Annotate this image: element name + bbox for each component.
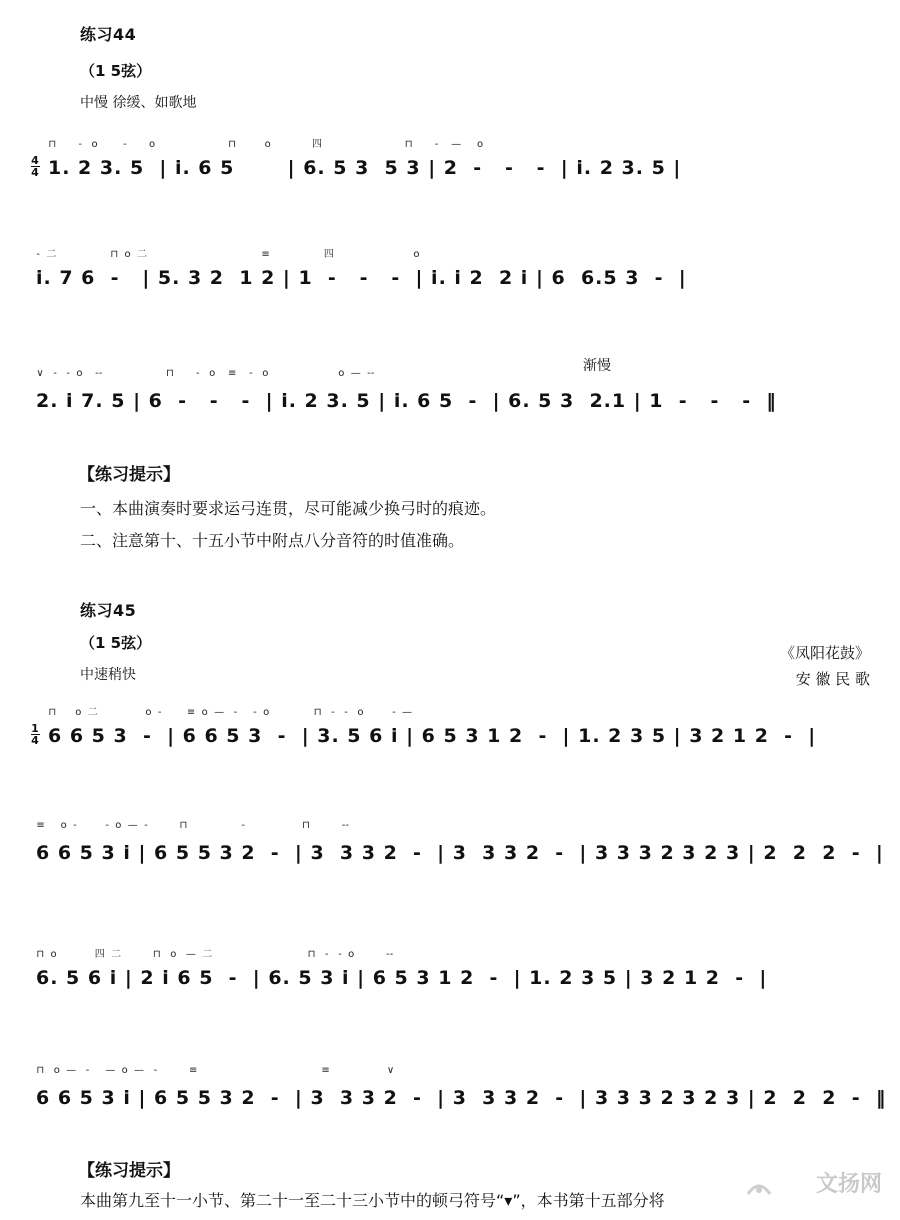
bowing-marks: ⊓ o 二 o - ≡ o — - - o ⊓ - - o - —: [42, 707, 413, 718]
notation-line: 6 6 5 3 - | 6 6 5 3 - | 3. 5 6 i | 6 5 3 1 2 - | 1. 2 3 5 | 3 2 1 2 - |: [48, 725, 817, 747]
ex44-tips-heading: 【练习提示】: [78, 465, 180, 485]
exercise-45-title: 练习45: [80, 601, 137, 620]
ex44-line-2: [30, 245, 880, 315]
notation-line: 1. 2 3. 5 | i. 6 5 | 6. 5 3 5 3 | 2 - - - | i. 2 3. 5 |: [48, 157, 682, 179]
ex45-tip-1: 本曲第九至十一小节、第二十一至二十三小节中的顿弓符号“▾”，本书第十五部分将: [80, 1191, 665, 1210]
bowing-marks: ⊓ o 四 二 ⊓ o — 二 ⊓ - - o --: [30, 949, 394, 960]
notation-line: 6. 5 6 i | 2 i 6 5 - | 6. 5 3 i | 6 5 3 1 2 - | 1. 2 3 5 | 3 2 1 2 - |: [36, 967, 768, 989]
watermark-logo-icon: [746, 1176, 772, 1198]
bowing-marks: ⊓ - o - o ⊓ o 四 ⊓ - — o: [42, 139, 484, 150]
time-signature: 4 4: [31, 154, 39, 179]
ex45-line-3: [30, 945, 880, 1015]
exercise-45-tempo: 中速稍快: [80, 667, 136, 683]
exercise-44-title: 练习44: [80, 25, 137, 44]
song-title: 《凤阳花鼓》: [779, 644, 870, 662]
notation-line: 6 6 5 3 i | 6 5 5 3 2 - | 3 3 3 2 - | 3 3 3 2 - | 3 3 3 2 3 2 3 | 2 2 2 - ‖: [36, 1087, 887, 1109]
ex45-line-2: [30, 820, 884, 890]
watermark-text: 文扬网: [815, 1172, 882, 1197]
bowing-marks: ∨ - - o -- ⊓ - o ≡ - o o — --: [30, 368, 375, 379]
tempo-change-label: 渐慢: [583, 358, 611, 374]
time-signature: 1 4: [31, 722, 39, 747]
notation-line: 2. i 7. 5 | 6 - - - | i. 2 3. 5 | i. 6 5 - | 6. 5 3 2.1 | 1 - - - ‖: [36, 390, 777, 412]
ex44-line-3: [30, 368, 880, 438]
bowing-marks: ≡ o - - o — - ⊓ - ⊓ --: [30, 820, 349, 831]
notation-line: 6 6 5 3 i | 6 5 5 3 2 - | 3 3 3 2 - | 3 3 3 2 - | 3 3 3 2 3 2 3 | 2 2 2 - |: [36, 842, 884, 864]
exercise-44-tuning: （1 5弦）: [80, 62, 152, 80]
bowing-marks: ⊓ o — - — o — - ≡ ≡ ∨: [30, 1065, 395, 1076]
ex44-tip-1: 一、本曲演奏时要求运弓连贯，尽可能减少换弓时的痕迹。: [80, 499, 497, 518]
exercise-44-tempo: 中慢 徐缓、如歌地: [80, 95, 197, 111]
notation-line: i. 7 6 - | 5. 3 2 1 2 | 1 - - - | i. i 2 2 i | 6 6.5 3 - |: [36, 267, 687, 289]
bowing-marks: - 二 ⊓ o 二 ≡ 四 o: [30, 249, 420, 260]
exercise-45-tuning: （1 5弦）: [80, 634, 152, 652]
ex45-line-4: [30, 1065, 887, 1135]
ex44-line-1: [30, 135, 880, 205]
ex45-line-1: [30, 703, 880, 773]
song-origin: 安 徽 民 歌: [795, 670, 870, 688]
ex44-tip-2: 二、注意第十、十五小节中附点八分音符的时值准确。: [80, 531, 465, 550]
ex45-tips-heading: 【练习提示】: [78, 1161, 180, 1181]
